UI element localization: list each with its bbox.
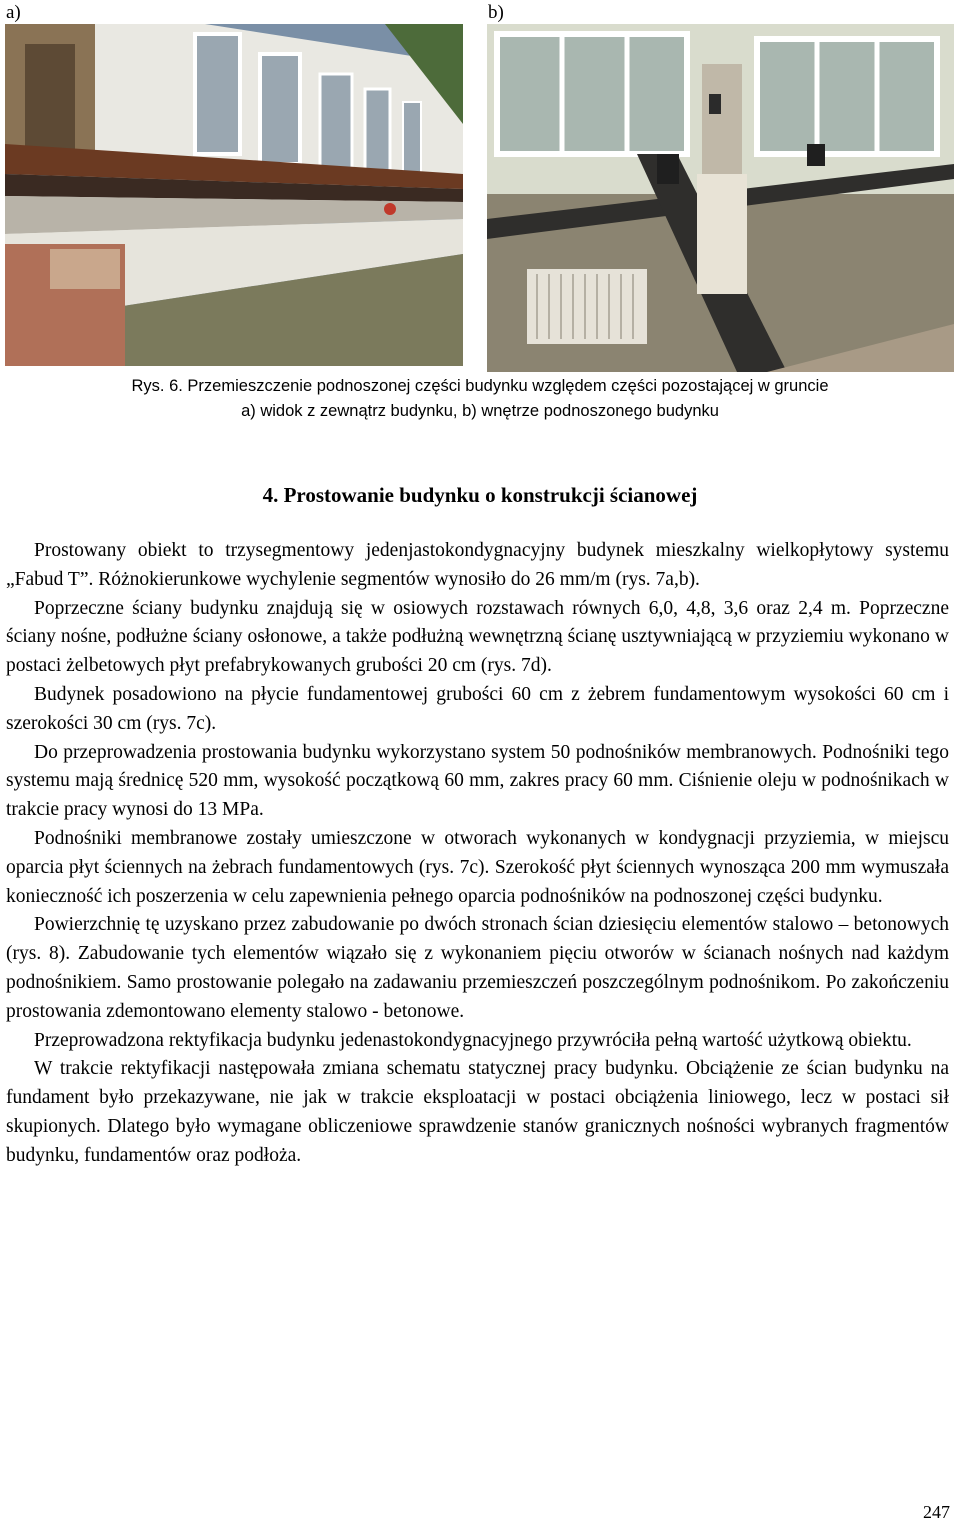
photo-interior-illustration bbox=[487, 24, 954, 372]
body-text bbox=[6, 537, 949, 1171]
figure-label-a: a) bbox=[6, 2, 21, 23]
photo-interior-view bbox=[487, 24, 954, 372]
paragraph: Powierzchnię tę uzyskano przez zabudowanie po dwóch stronach ścian dziesięciu elementów stalowo – betonowych (rys. 8). Zabudowanie tych elementów wiązało się z wykonaniem pięciu otworów w ścianach nośnych nad każdym podnośnikiem. Samo prostowanie polegało na zadawaniu przemieszczeń poszczególnym podnośnikom. Po zakończeniu prostowania zdemontowano elementy stalowo - betonowe. bbox=[6, 914, 949, 1022]
photo-exterior-view bbox=[5, 24, 463, 366]
photo-exterior-illustration bbox=[5, 24, 463, 366]
paragraph: Do przeprowadzenia prostowania budynku wykorzystano system 50 podnośników membranowych. Podnośniki tego systemu mają średnicę 520 mm, wysokość początkową 60 mm, zakres pracy 60 mm. Ciśnienie oleju w podnośnikach w trakcie pracy wynosi do 13 MPa. bbox=[6, 741, 949, 821]
figure-label-b: b) bbox=[488, 2, 504, 23]
paragraph: Poprzeczne ściany budynku znajdują się w osiowych rozstawach równych 6,0, 4,8, 3,6 oraz 2,4 m. Poprzeczne ściany nośne, podłużne ściany osłonowe, a także podłużną wewnętrzną ścianę usztywniającą w przyziemiu wykonano w postaci żelbetowych płyt prefabrykowanych grubości 20 cm (rys. 7d). bbox=[6, 597, 949, 677]
figure-caption-line-1: Rys. 6. Przemieszczenie podnoszonej części budynku względem części pozostającej w gruncie bbox=[131, 377, 829, 395]
figure-caption-line-2: a) widok z zewnątrz budynku, b) wnętrze podnoszonego budynku bbox=[241, 402, 719, 420]
paragraph: Podnośniki membranowe zostały umieszczone w otworach wykonanych w kondygnacji przyziemia, w miejscu oparcia płyt ściennych na żebrach fundamentowych (rys. 7c). Szerokość płyt ściennych wynosząca 200 mm wymuszała konieczność ich poszerzenia w celu zapewnienia pełnego oparcia podnośników na podnoszonej części budynku. bbox=[6, 827, 949, 907]
section-heading: 4. Prostowanie budynku o konstrukcji ścianowej bbox=[262, 483, 698, 507]
paragraph: Prostowany obiekt to trzysegmentowy jedenjastokondygnacyjny budynek mieszkalny wielkopłytowy systemu „Fabud T”. Różnokierunkowe wychylenie segmentów wynosiło do 26 mm/m (rys. 7a,b). bbox=[6, 540, 949, 590]
page-number: 247 bbox=[923, 1502, 950, 1522]
paragraph: Budynek posadowiono na płycie fundamentowej grubości 60 cm z żebrem fundamentowym wysokości 60 cm i szerokości 30 cm (rys. 7c). bbox=[6, 683, 949, 734]
paragraph: W trakcie rektyfikacji następowała zmiana schematu statycznej pracy budynku. Obciążenie ze ścian budynku na fundament było przekazywane, nie jak w trakcie eksploatacji w postaci obciążenia liniowego, lecz w postaci sił skupionych. Dlatego było wymagane obliczeniowe sprawdzenie stanów granicznych nośności wybranych fragmentów budynku, fundamentów oraz podłoża. bbox=[6, 1058, 949, 1166]
paragraph: Przeprowadzona rektyfikacja budynku jedenastokondygnacyjnego przywróciła pełną wartość użytkową obiektu. bbox=[34, 1029, 912, 1051]
